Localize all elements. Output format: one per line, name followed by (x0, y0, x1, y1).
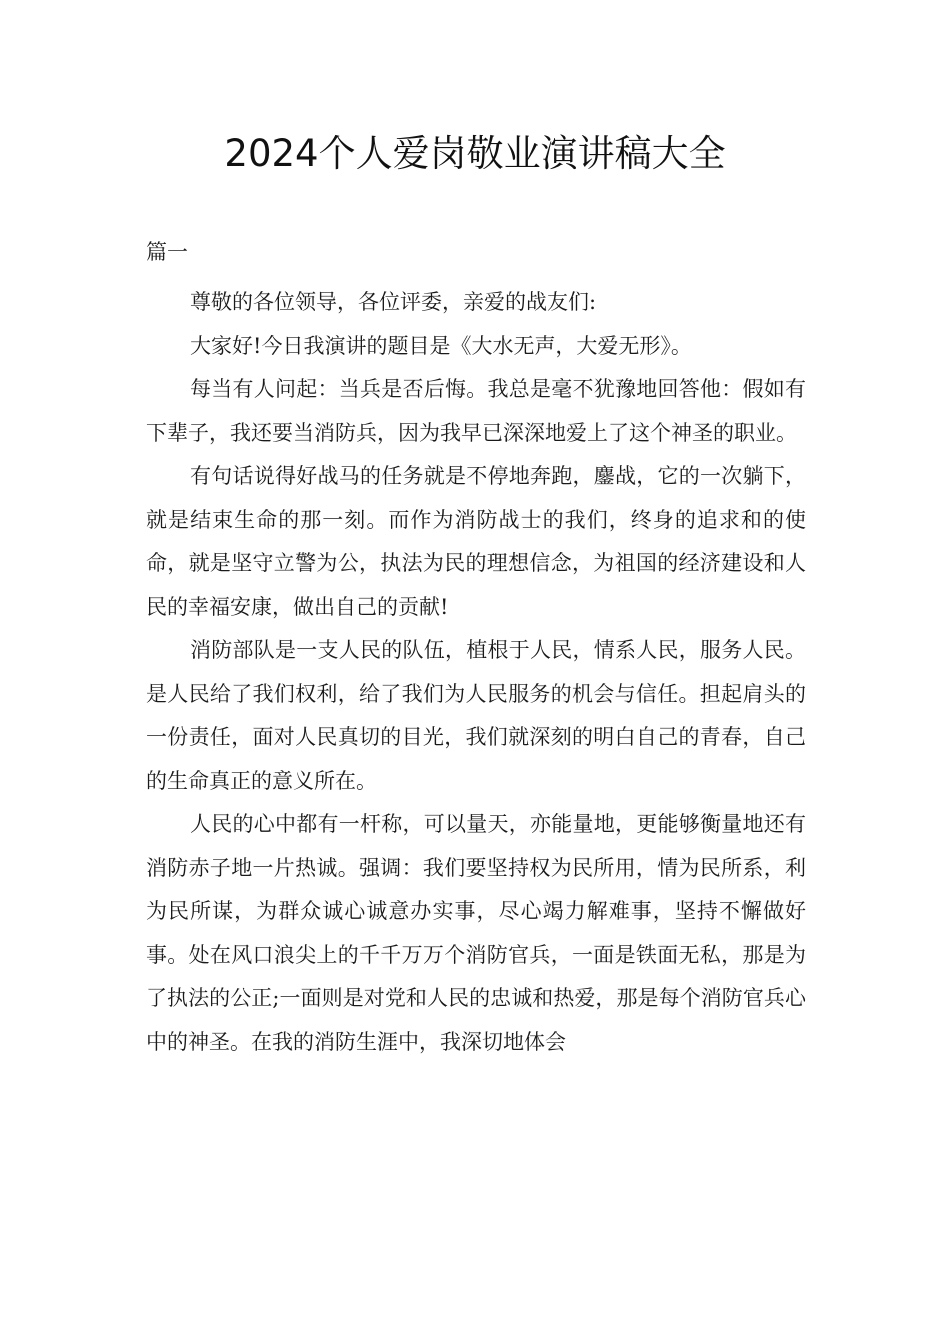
section-label: 篇一 (146, 240, 188, 264)
paragraph: 消防部队是一支人民的队伍，植根于人民，情系人民，服务人民。是人民给了我们权利，给了我们为人民服务的机会与信任。担起肩头的一份责任，面对人民真切的目光，我们就深刻的明白自己的青春，自己的生命真正的意义所在。 (146, 638, 806, 793)
paragraph: 人民的心中都有一杆称，可以量天，亦能量地，更能够衡量地还有消防赤子地一片热诚。强调：我们要坚持权为民所用，情为民所系，利为民所谋，为群众诚心诚意办实事，尽心竭力解难事，坚持不懈做好事。处在风口浪尖上的千千万万个消防官兵，一面是铁面无私，那是为了执法的公正;一面则是对党和人民的忠诚和热爱，那是每个消防官兵心中的神圣。在我的消防生涯中，我深切地体会 (146, 812, 806, 1054)
paragraph: 每当有人问起：当兵是否后悔。我总是毫不犹豫地回答他：假如有下辈子，我还要当消防兵，因为我早已深深地爱上了这个神圣的职业。 (146, 377, 806, 445)
paragraph: 大家好!今日我演讲的题目是《大水无声，大爱无形》。 (190, 333, 692, 358)
paragraph: 尊敬的各位领导，各位评委，亲爱的战友们: (190, 290, 597, 314)
document-body (146, 281, 806, 1064)
document-title: 2024个人爱岗敬业演讲稿大全 (224, 132, 726, 175)
paragraph: 有句话说得好战马的任务就是不停地奔跑，鏖战，它的一次躺下，就是结束生命的那一刻。而作为消防战士的我们，终身的追求和的使命，就是坚守立警为公，执法为民的理想信念，为祖国的经济建设和人民的幸福安康，做出自己的贡献! (146, 464, 806, 619)
